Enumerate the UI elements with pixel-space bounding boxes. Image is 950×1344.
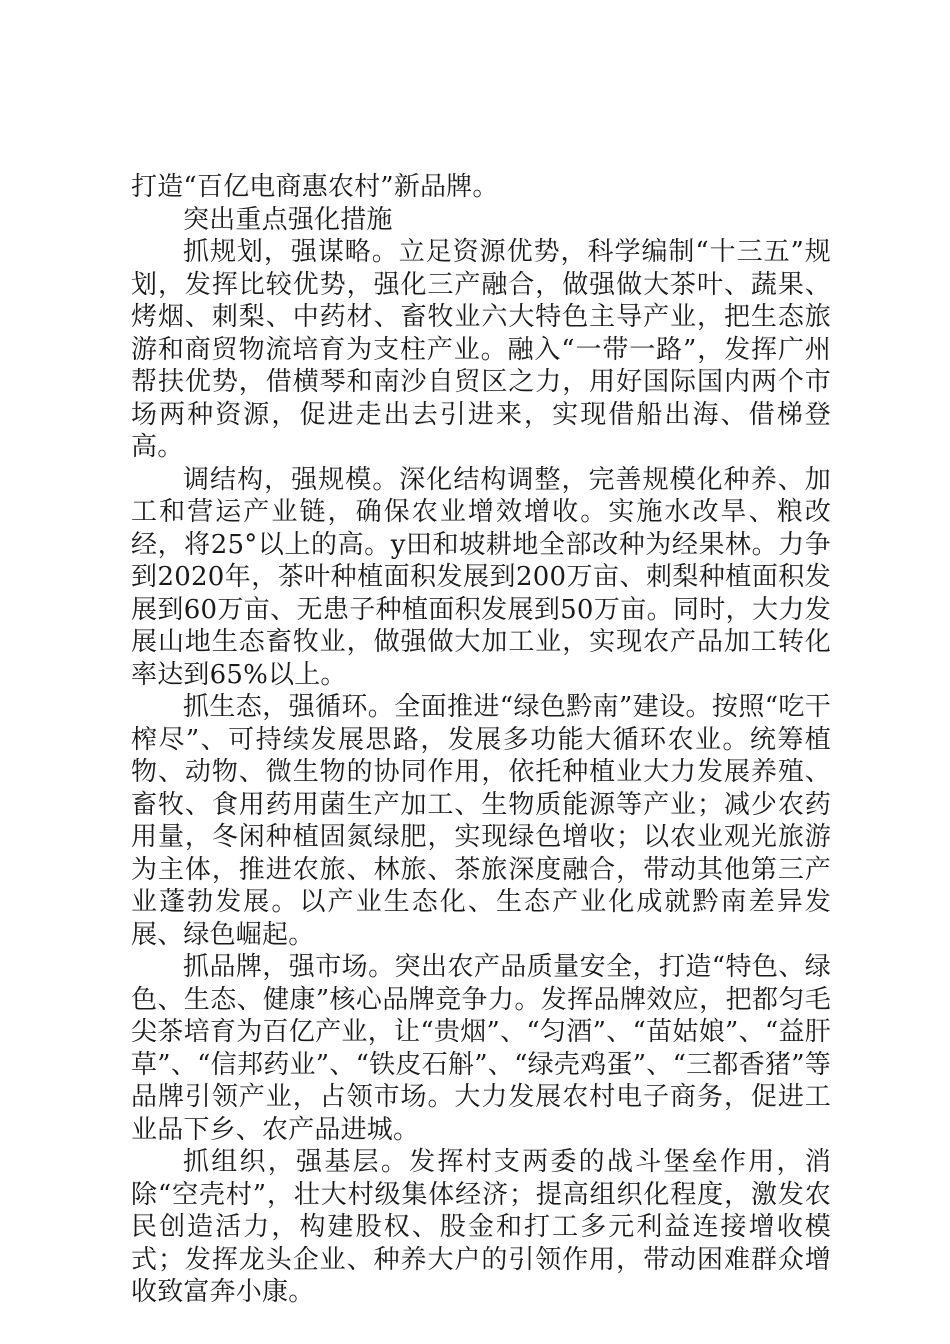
- section-heading: 突出重点强化措施: [183, 204, 393, 235]
- paragraph-structure: 调结构，强规模。深化结构调整，完善规模化种养、加工和营运产业链，确保农业增效增收。实施水改旱、粮改经，将25°以上的高。y田和坡耕地全部改种为经果林。力争到2020年，茶叶种植面积发展到200万亩、刺梨种植面积发展到60万亩、无患子种植面积发展到50万亩。同时，大力发展山地生态畜牧业，做强做大加工业，实现农产品加工转化率达到65%以上。: [131, 464, 831, 690]
- paragraph-ecology: 抓生态，强循环。全面推进“绿色黔南”建设。按照“吃干榨尽”、可持续发展思路，发展多功能大循环农业。统筹植物、动物、微生物的协同作用，依托种植业大力发展养殖、畜牧、食用药用菌生产加工、生物质能源等产业；减少农药用量，冬闲种植固氮绿肥，实现绿色增收；以农业观光旅游为主体，推进农旅、林旅、茶旅深度融合，带动其他第三产业蓬勃发展。以产业生态化、生态产业化成就黔南差异发展、绿色崛起。: [131, 692, 831, 950]
- lead-line: 打造“百亿电商惠农村”新品牌。: [131, 172, 499, 202]
- paragraph-organization: 抓组织，强基层。发挥村支两委的战斗堡垒作用，消除“空壳村”，壮大村级集体经济；提高组织化程度，激发农民创造活力，构建股权、股金和打工多元利益连接增收模式；发挥龙头企业、种养大户的引领作用，带动困难群众增收致富奔小康。: [131, 1147, 831, 1307]
- document-body: [131, 171, 831, 1309]
- paragraph-planning: 抓规划，强谋略。立足资源优势，科学编制“十三五”规划，发挥比较优势，强化三产融合，做强做大茶叶、蔬果、烤烟、刺梨、中药材、畜牧业六大特色主导产业，把生态旅游和商贸物流培育为支柱产业。融入“一带一路”，发挥广州帮扶优势，借横琴和南沙自贸区之力，用好国际国内两个市场两种资源，促进走出去引进来，实现借船出海、借梯登高。: [131, 237, 831, 462]
- paragraph-brand: 抓品牌，强市场。突出农产品质量安全，打造“特色、绿色、生态、健康”核心品牌竞争力。发挥品牌效应，把都匀毛尖茶培育为百亿产业，让“贵烟”、“匀酒”、“苗姑娘”、“益肝草”、“信邦药业”、“铁皮石斛”、“绿壳鸡蛋”、“三都香猪”等品牌引领产业，占领市场。大力发展农村电子商务，促进工业品下乡、农产品进城。: [131, 952, 831, 1145]
